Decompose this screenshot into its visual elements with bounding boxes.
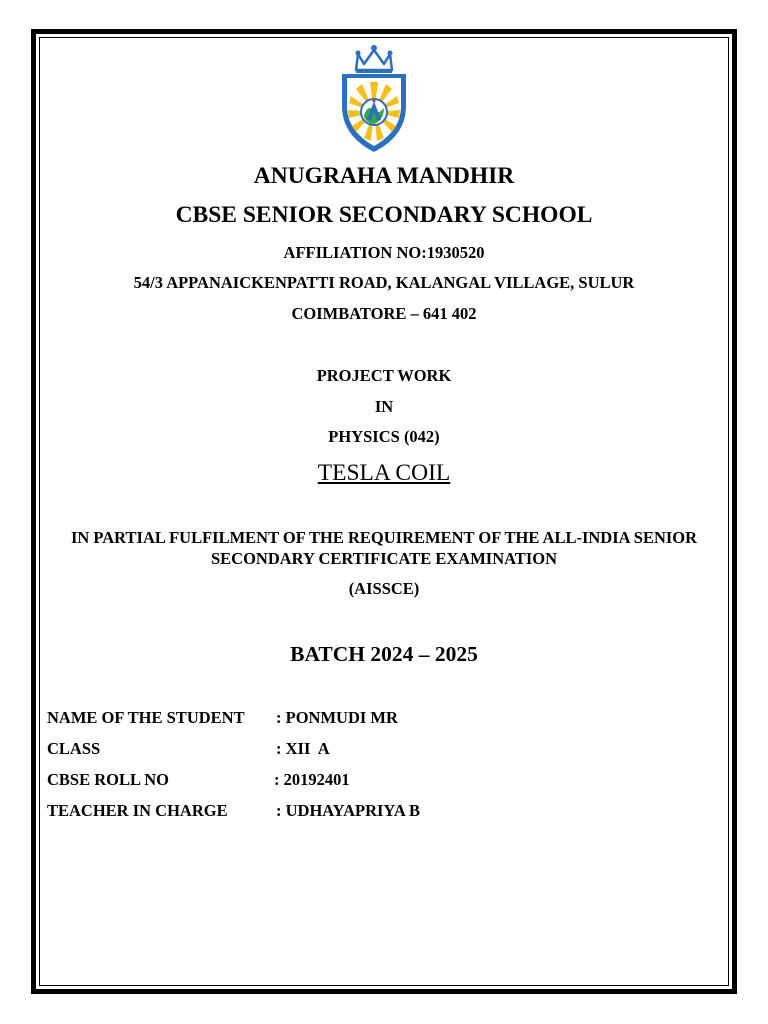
school-board: CBSE SENIOR SECONDARY SCHOOL <box>175 202 593 228</box>
project-purpose: IN PARTIAL FULFILMENT OF THE REQUIREMENT OF THE ALL-INDIA SENIOR SECONDARY CERTIFICATE EXAMINATION <box>70 528 698 568</box>
detail-value: : PONMUDI MR <box>276 708 398 727</box>
exam-abbreviation: (AISSCE) <box>348 579 420 598</box>
detail-value: : 20192401 <box>274 770 350 789</box>
project-subject: PHYSICS (042) <box>328 427 440 446</box>
affiliation-number: AFFILIATION NO:1930520 <box>283 243 485 262</box>
address-line-2: COIMBATORE – 641 402 <box>291 304 477 323</box>
crown-icon <box>356 45 393 73</box>
school-name: ANUGRAHA MANDHIR <box>253 163 515 189</box>
address-line-1: 54/3 APPANAICKENPATTI ROAD, KALANGAL VILLAGE, SULUR <box>133 273 635 292</box>
detail-label: CLASS <box>47 739 101 758</box>
project-work-label: PROJECT WORK <box>316 366 452 385</box>
detail-label: NAME OF THE STUDENT <box>47 708 245 727</box>
detail-label: TEACHER IN CHARGE <box>47 801 228 820</box>
detail-value: : UDHAYAPRIYA B <box>276 801 420 820</box>
project-title: TESLA COIL <box>317 460 451 486</box>
project-in-word: IN <box>374 397 394 416</box>
detail-label: CBSE ROLL NO <box>47 770 169 789</box>
detail-value: : XII A <box>276 739 330 758</box>
school-crest-logo <box>334 40 414 156</box>
batch-years: BATCH 2024 – 2025 <box>290 642 478 666</box>
